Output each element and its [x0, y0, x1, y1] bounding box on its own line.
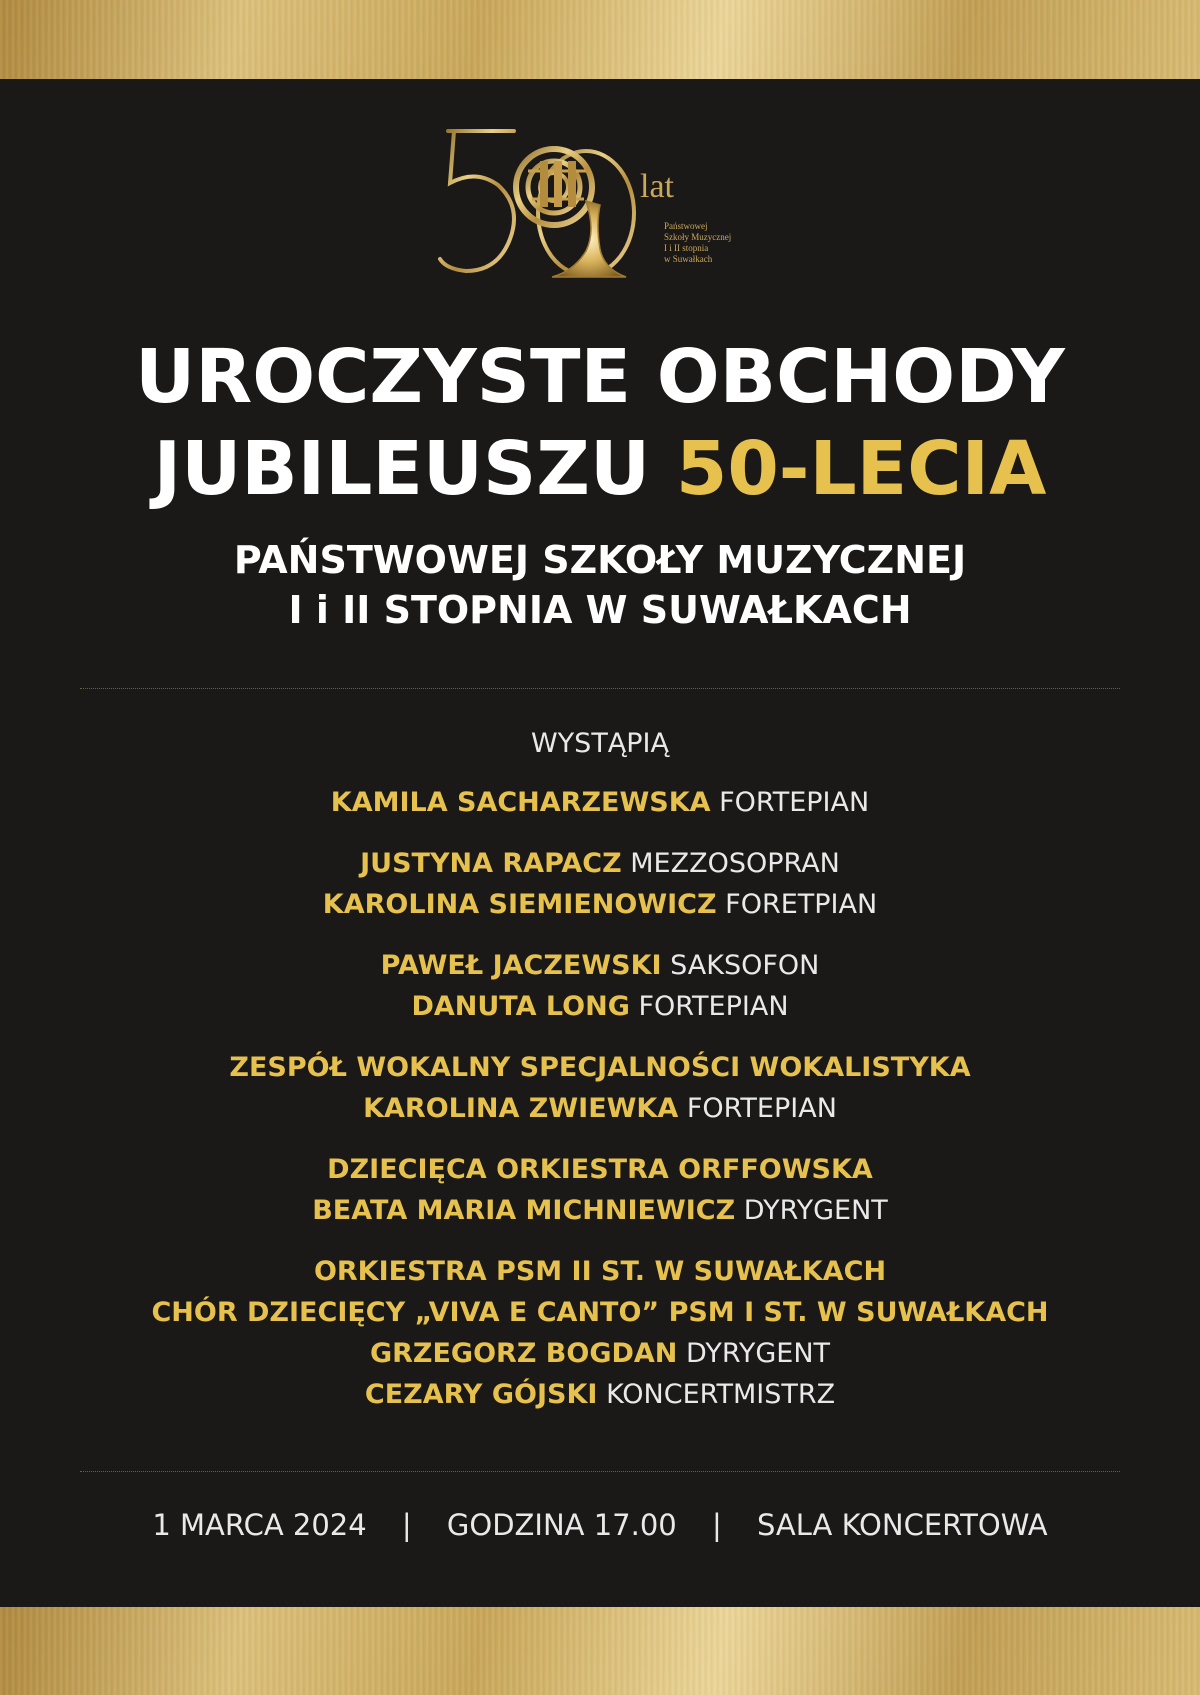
event-place: SALA KONCERTOWA [756, 1508, 1048, 1542]
performer-name: DANUTA LONG [411, 991, 630, 1022]
performer-name: CHÓR DZIECIĘCY „VIVA E CANTO” PSM I ST. W SUWAŁKACH [151, 1297, 1049, 1328]
performer-line [0, 884, 1200, 925]
event-date: 1 MARCA 2024 [152, 1508, 367, 1542]
performer-line [0, 843, 1200, 884]
performer-line [0, 945, 1200, 986]
divider-top [80, 688, 1120, 689]
subtitle-line-2: I i II STOPNIA W SUWAŁKACH [288, 588, 912, 632]
gold-border-bottom [0, 1607, 1200, 1695]
performer-line [0, 1190, 1200, 1231]
performer-group [0, 1251, 1200, 1415]
performer-role: MEZZOSOPRAN [630, 848, 840, 879]
logo-caption-line: Szkoły Muzycznej [664, 232, 732, 242]
headline-line-1: UROCZYSTE OBCHODY [135, 334, 1065, 420]
performer-line [0, 1149, 1200, 1190]
performer-name: PAWEŁ JACZEWSKI [380, 950, 662, 981]
performer-line [0, 1047, 1200, 1088]
performer-line [0, 1292, 1200, 1333]
performer-name: KAMILA SACHARZEWSKA [330, 787, 711, 818]
logo-caption-line: Państwowej [664, 221, 708, 231]
performer-line [0, 986, 1200, 1027]
performers-list [0, 724, 1200, 1435]
headline-line-2 [0, 423, 1200, 515]
divider-bottom [80, 1471, 1120, 1472]
separator: | [401, 1508, 412, 1542]
lat-label: lat [640, 168, 674, 205]
event-time: GODZINA 17.00 [446, 1508, 677, 1542]
logo-caption-line: w Suwałkach [664, 254, 713, 264]
performer-name: JUSTYNA RAPACZ [360, 848, 622, 879]
separator: | [711, 1508, 722, 1542]
performer-group [0, 843, 1200, 925]
performer-role: FORTEPIAN [719, 787, 870, 818]
performer-group [0, 1149, 1200, 1231]
headline-jubileuszu: JUBILEUSZU [153, 426, 651, 512]
performer-name: ZESPÓŁ WOKALNY SPECJALNOŚCI WOKALISTYKA [229, 1052, 971, 1083]
performer-name: BEATA MARIA MICHNIEWICZ [312, 1195, 736, 1226]
performer-role: FORTEPIAN [638, 991, 789, 1022]
logo-caption-line: I i II stopnia [664, 243, 709, 253]
performer-name: GRZEGORZ BOGDAN [369, 1338, 678, 1369]
event-details [0, 1505, 1200, 1545]
poster-panel [0, 79, 1200, 1607]
performer-name: DZIECIĘCA ORKIESTRA ORFFOWSKA [327, 1154, 873, 1185]
performer-name: KAROLINA ZWIEWKA [363, 1093, 679, 1124]
performer-line [0, 1088, 1200, 1129]
performer-name: KAROLINA SIEMIENOWICZ [322, 889, 717, 920]
anniversary-logo [436, 121, 766, 287]
performer-line [0, 1251, 1200, 1292]
performer-role: KONCERTMISTRZ [606, 1379, 836, 1410]
subtitle-line-1: PAŃSTWOWEJ SZKOŁY MUZYCZNEJ [233, 538, 967, 582]
performer-line [0, 1333, 1200, 1374]
performer-name: ORKIESTRA PSM II ST. W SUWAŁKACH [313, 1256, 887, 1287]
headline-50-lecia: 50-LECIA [675, 426, 1047, 512]
performer-role: DYRYGENT [686, 1338, 831, 1369]
performers-heading: WYSTĄPIĄ [530, 728, 669, 759]
performer-role: SAKSOFON [670, 950, 820, 981]
performer-role: FORETPIAN [725, 889, 878, 920]
logo-caption [664, 221, 731, 265]
performer-line [0, 1374, 1200, 1415]
performer-group [0, 782, 1200, 823]
gold-border-top [0, 0, 1200, 79]
performer-group [0, 945, 1200, 1027]
performer-name: CEZARY GÓJSKI [364, 1379, 598, 1410]
performer-group [0, 1047, 1200, 1129]
performer-role: DYRYGENT [743, 1195, 888, 1226]
performer-line [0, 782, 1200, 823]
performer-role: FORTEPIAN [686, 1093, 837, 1124]
